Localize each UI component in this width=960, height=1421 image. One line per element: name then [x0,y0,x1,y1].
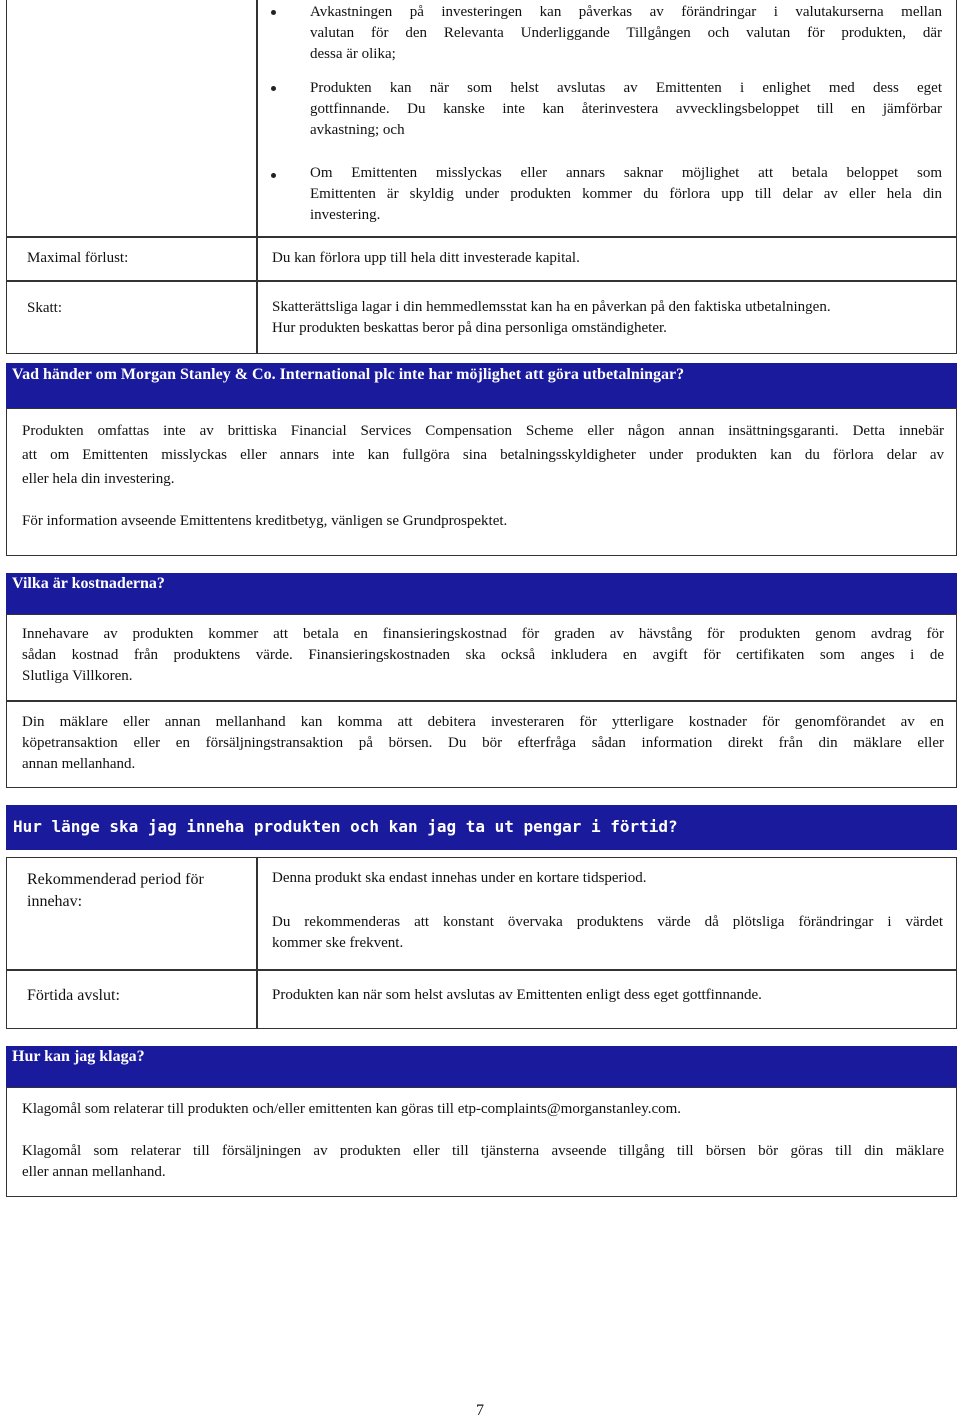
paragraph-line: Klagomål som relaterar till försäljningen av produkten eller till tjänsterna avseende tillgång till börsen bör göras till din mäklare [22,1143,944,1159]
paragraph-line: eller hela din investering. [22,471,175,487]
bullet-line: valutan för den Relevanta Underliggande Tillgången och valutan för produkten, där [310,25,942,41]
paragraph-line: kommer ske frekvent. [272,935,404,951]
section-heading: Hur länge ska jag inneha produkten och kan jag ta ut pengar i förtid? [13,817,678,836]
section-paragraph [22,421,944,490]
period-label: innehav: [27,893,83,910]
paragraph-line: annan mellanhand. [22,756,136,772]
section-heading-bar [6,573,957,614]
period-text [272,912,943,954]
risk-table-rule [6,280,957,282]
bullet-icon [271,173,276,178]
paragraph-line: att om Emittenten misslyckas eller annars inte kan fullgöra sina betalningsskyldigheter under produkten kan du förlora delar av [22,447,944,463]
paragraph-line: Du rekommenderas att konstant övervaka produktens värde då plötsliga förändringar i värdet [272,914,943,930]
bullet-line: investering. [310,207,381,223]
period-label: Rekommenderad period för [27,871,204,888]
bullet-text [310,78,942,141]
risk-table-rule [6,236,957,238]
section-paragraph [22,712,944,775]
max-loss-text: Du kan förlora upp till hela ditt investerade kapital. [272,250,580,266]
paragraph-line: eller annan mellanhand. [22,1164,166,1180]
max-loss-label: Maximal förlust: [27,250,129,266]
period-text: Denna produkt ska endast innehas under en kortare tidsperiod. [272,870,647,886]
bullet-text [310,2,942,65]
paragraph-line: Din mäklare eller annan mellanhand kan komma att debitera investeraren för ytterligare kostnader för genomförandet av en [22,714,944,730]
paragraph-line: köpetransaktion eller en försäljningstransaktion på börsen. Du bör efterfråga sådan information direkt från din mäklare eller [22,735,944,751]
bullet-line: Produkten kan när som helst avslutas av Emittenten i enlighet med dess eget [310,80,942,96]
holding-table-divider [256,857,258,1029]
bullet-line: avkastning; och [310,122,405,138]
bullet-line: Avkastningen på investeringen kan påverkas av förändringar i valutakurserna mellan [310,4,942,20]
section-heading: Vad händer om Morgan Stanley & Co. International plc inte har möjlighet att göra utbetalningar? [12,366,685,383]
section-heading: Vilka är kostnaderna? [12,575,165,592]
bullet-icon [271,86,276,91]
risk-table-divider [256,0,258,354]
tax-line: Skatterättsliga lagar i din hemmedlemsstat kan ha en påverkan på den faktiska utbetalningen. [272,299,831,315]
section-heading-bar [6,363,957,408]
tax-label: Skatt: [27,300,63,316]
bullet-text [310,163,942,226]
bullet-line: Om Emittenten misslyckas eller annars saknar möjlighet att betala beloppet som [310,165,942,181]
section-paragraph: Klagomål som relaterar till produkten och/eller emittenten kan göras till etp-complaints@morganstanley.com. [22,1101,682,1117]
section-heading-bar [6,1046,957,1087]
bullet-line: Emittenten är skyldig under produkten kommer du förlora upp till delar av eller hela din [310,186,942,202]
section-paragraph [22,1141,944,1183]
bullet-line: gottfinnande. Du kanske inte kan återinvestera avvecklingsbeloppet till en jämförbar [310,101,942,117]
tax-line: Hur produkten beskattas beror på dina personliga omständigheter. [272,320,667,336]
section-paragraph [22,624,944,687]
bullet-icon [271,10,276,15]
early-exit-label: Förtida avslut: [27,987,120,1004]
paragraph-line: Innehavare av produkten kommer att betala en finansieringskostnad för graden av hävstång för produkten genom avdrag för [22,626,944,642]
section-heading-bar [6,805,957,850]
section-paragraph: För information avseende Emittentens kreditbetyg, vänligen se Grundprospektet. [22,513,508,529]
bullet-line: dessa är olika; [310,46,396,62]
paragraph-line: Produkten omfattas inte av brittiska Financial Services Compensation Scheme eller någon annan insättningsgaranti. Detta innebär [22,423,944,439]
section-heading: Hur kan jag klaga? [12,1048,145,1065]
paragraph-line: sådan kostnad från produktens värde. Finansieringskostnaden ska också inkludera en avgift för certifikaten som anges i de [22,647,944,663]
holding-table-rule [6,969,957,971]
early-exit-text: Produkten kan när som helst avslutas av Emittenten enligt dess eget gottfinnande. [272,987,762,1003]
paragraph-line: Slutliga Villkoren. [22,668,133,684]
page-number: 7 [476,1402,484,1419]
